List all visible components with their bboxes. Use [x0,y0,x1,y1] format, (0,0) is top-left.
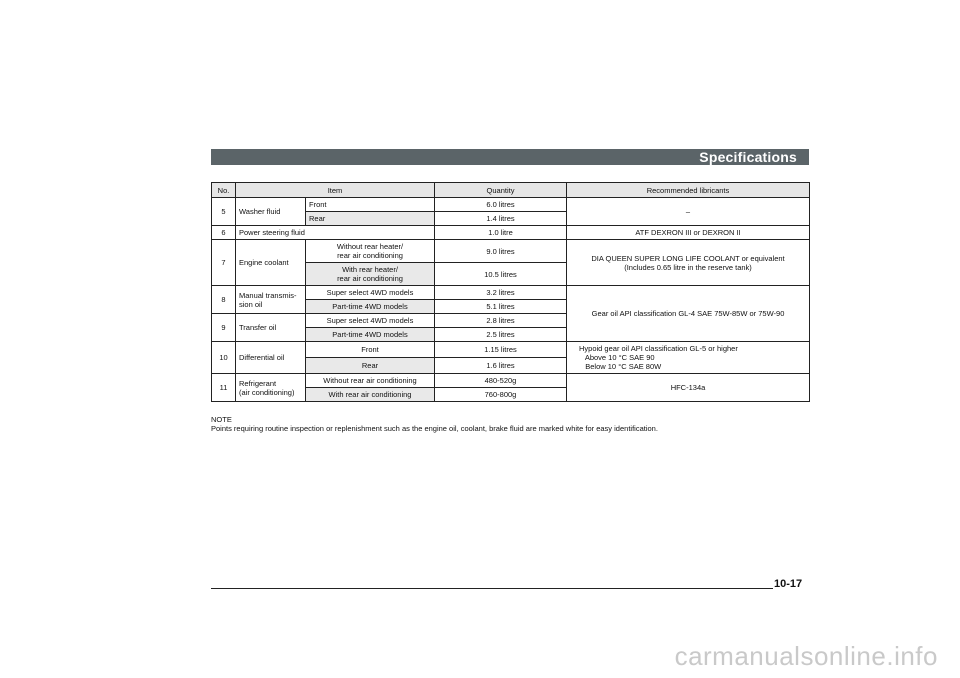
row-subitem: Part-time 4WD models [306,300,435,314]
row-subitem: Without rear air conditioning [306,374,435,388]
row-no: 8 [212,286,236,314]
header-item: Item [236,183,435,198]
row-quantity: 480-520g [435,374,567,388]
row-lubricant: Hypoid gear oil API classification GL-5 or higher Above 10 °C SAE 90 Below 10 °C SAE 80W [567,342,810,374]
row-item: Washer fluid [236,198,306,226]
table-row [212,342,810,358]
row-lubricant: Gear oil API classification GL-4 SAE 75W-85W or 75W-90 [567,286,810,342]
note-label: NOTE [211,415,232,424]
table-row [212,226,810,240]
section-title-banner [211,149,809,165]
row-quantity: 1.0 litre [435,226,567,240]
row-subitem: Part-time 4WD models [306,328,435,342]
row-quantity: 10.5 litres [435,263,567,286]
table-row [212,286,810,300]
row-quantity: 2.8 litres [435,314,567,328]
row-quantity: 9.0 litres [435,240,567,263]
row-no: 10 [212,342,236,374]
table-row [212,198,810,212]
row-quantity: 760-800g [435,388,567,402]
row-lubricant: HFC-134a [567,374,810,402]
row-quantity: 1.4 litres [435,212,567,226]
table-row [212,374,810,388]
row-item: Refrigerant (air conditioning) [236,374,306,402]
header-quantity: Quantity [435,183,567,198]
row-subitem: Rear [306,212,435,226]
row-subitem: With rear heater/ rear air conditioning [306,263,435,286]
table-row [212,240,810,263]
row-subitem: Front [306,342,435,358]
watermark-text: carmanualsonline.info [674,641,938,671]
table-header-row [212,183,810,198]
row-lubricant: DIA QUEEN SUPER LONG LIFE COOLANT or equivalent (Includes 0.65 litre in the reserve tank) [567,240,810,286]
specifications-table [211,182,810,402]
row-quantity: 2.5 litres [435,328,567,342]
header-no: No. [212,183,236,198]
row-subitem: Without rear heater/ rear air conditioning [306,240,435,263]
section-title: Specifications [699,149,797,165]
row-item: Differential oil [236,342,306,374]
row-no: 7 [212,240,236,286]
row-no: 9 [212,314,236,342]
row-lubricant: – [567,198,810,226]
header-lubricants: Recommended libricants [567,183,810,198]
row-subitem: Super select 4WD models [306,314,435,328]
row-item: Engine coolant [236,240,306,286]
note-block [211,415,658,433]
row-item: Transfer oil [236,314,306,342]
row-subitem: Super select 4WD models [306,286,435,300]
row-subitem: Front [306,198,435,212]
row-no: 6 [212,226,236,240]
row-no: 5 [212,198,236,226]
row-quantity: 1.6 litres [435,358,567,374]
row-subitem: Rear [306,358,435,374]
row-item: Manual transmis- sion oil [236,286,306,314]
page-number: 10-17 [774,578,803,590]
footer-rule [211,588,773,589]
row-quantity: 1.15 litres [435,342,567,358]
row-subitem: With rear air conditioning [306,388,435,402]
row-quantity: 3.2 litres [435,286,567,300]
row-quantity: 5.1 litres [435,300,567,314]
row-no: 11 [212,374,236,402]
row-quantity: 6.0 litres [435,198,567,212]
row-lubricant: ATF DEXRON III or DEXRON II [567,226,810,240]
note-text: Points requiring routine inspection or replenishment such as the engine oil, coolant, brake fluid are marked white for easy identification. [211,424,658,433]
row-item: Power steering fluid [236,226,435,240]
